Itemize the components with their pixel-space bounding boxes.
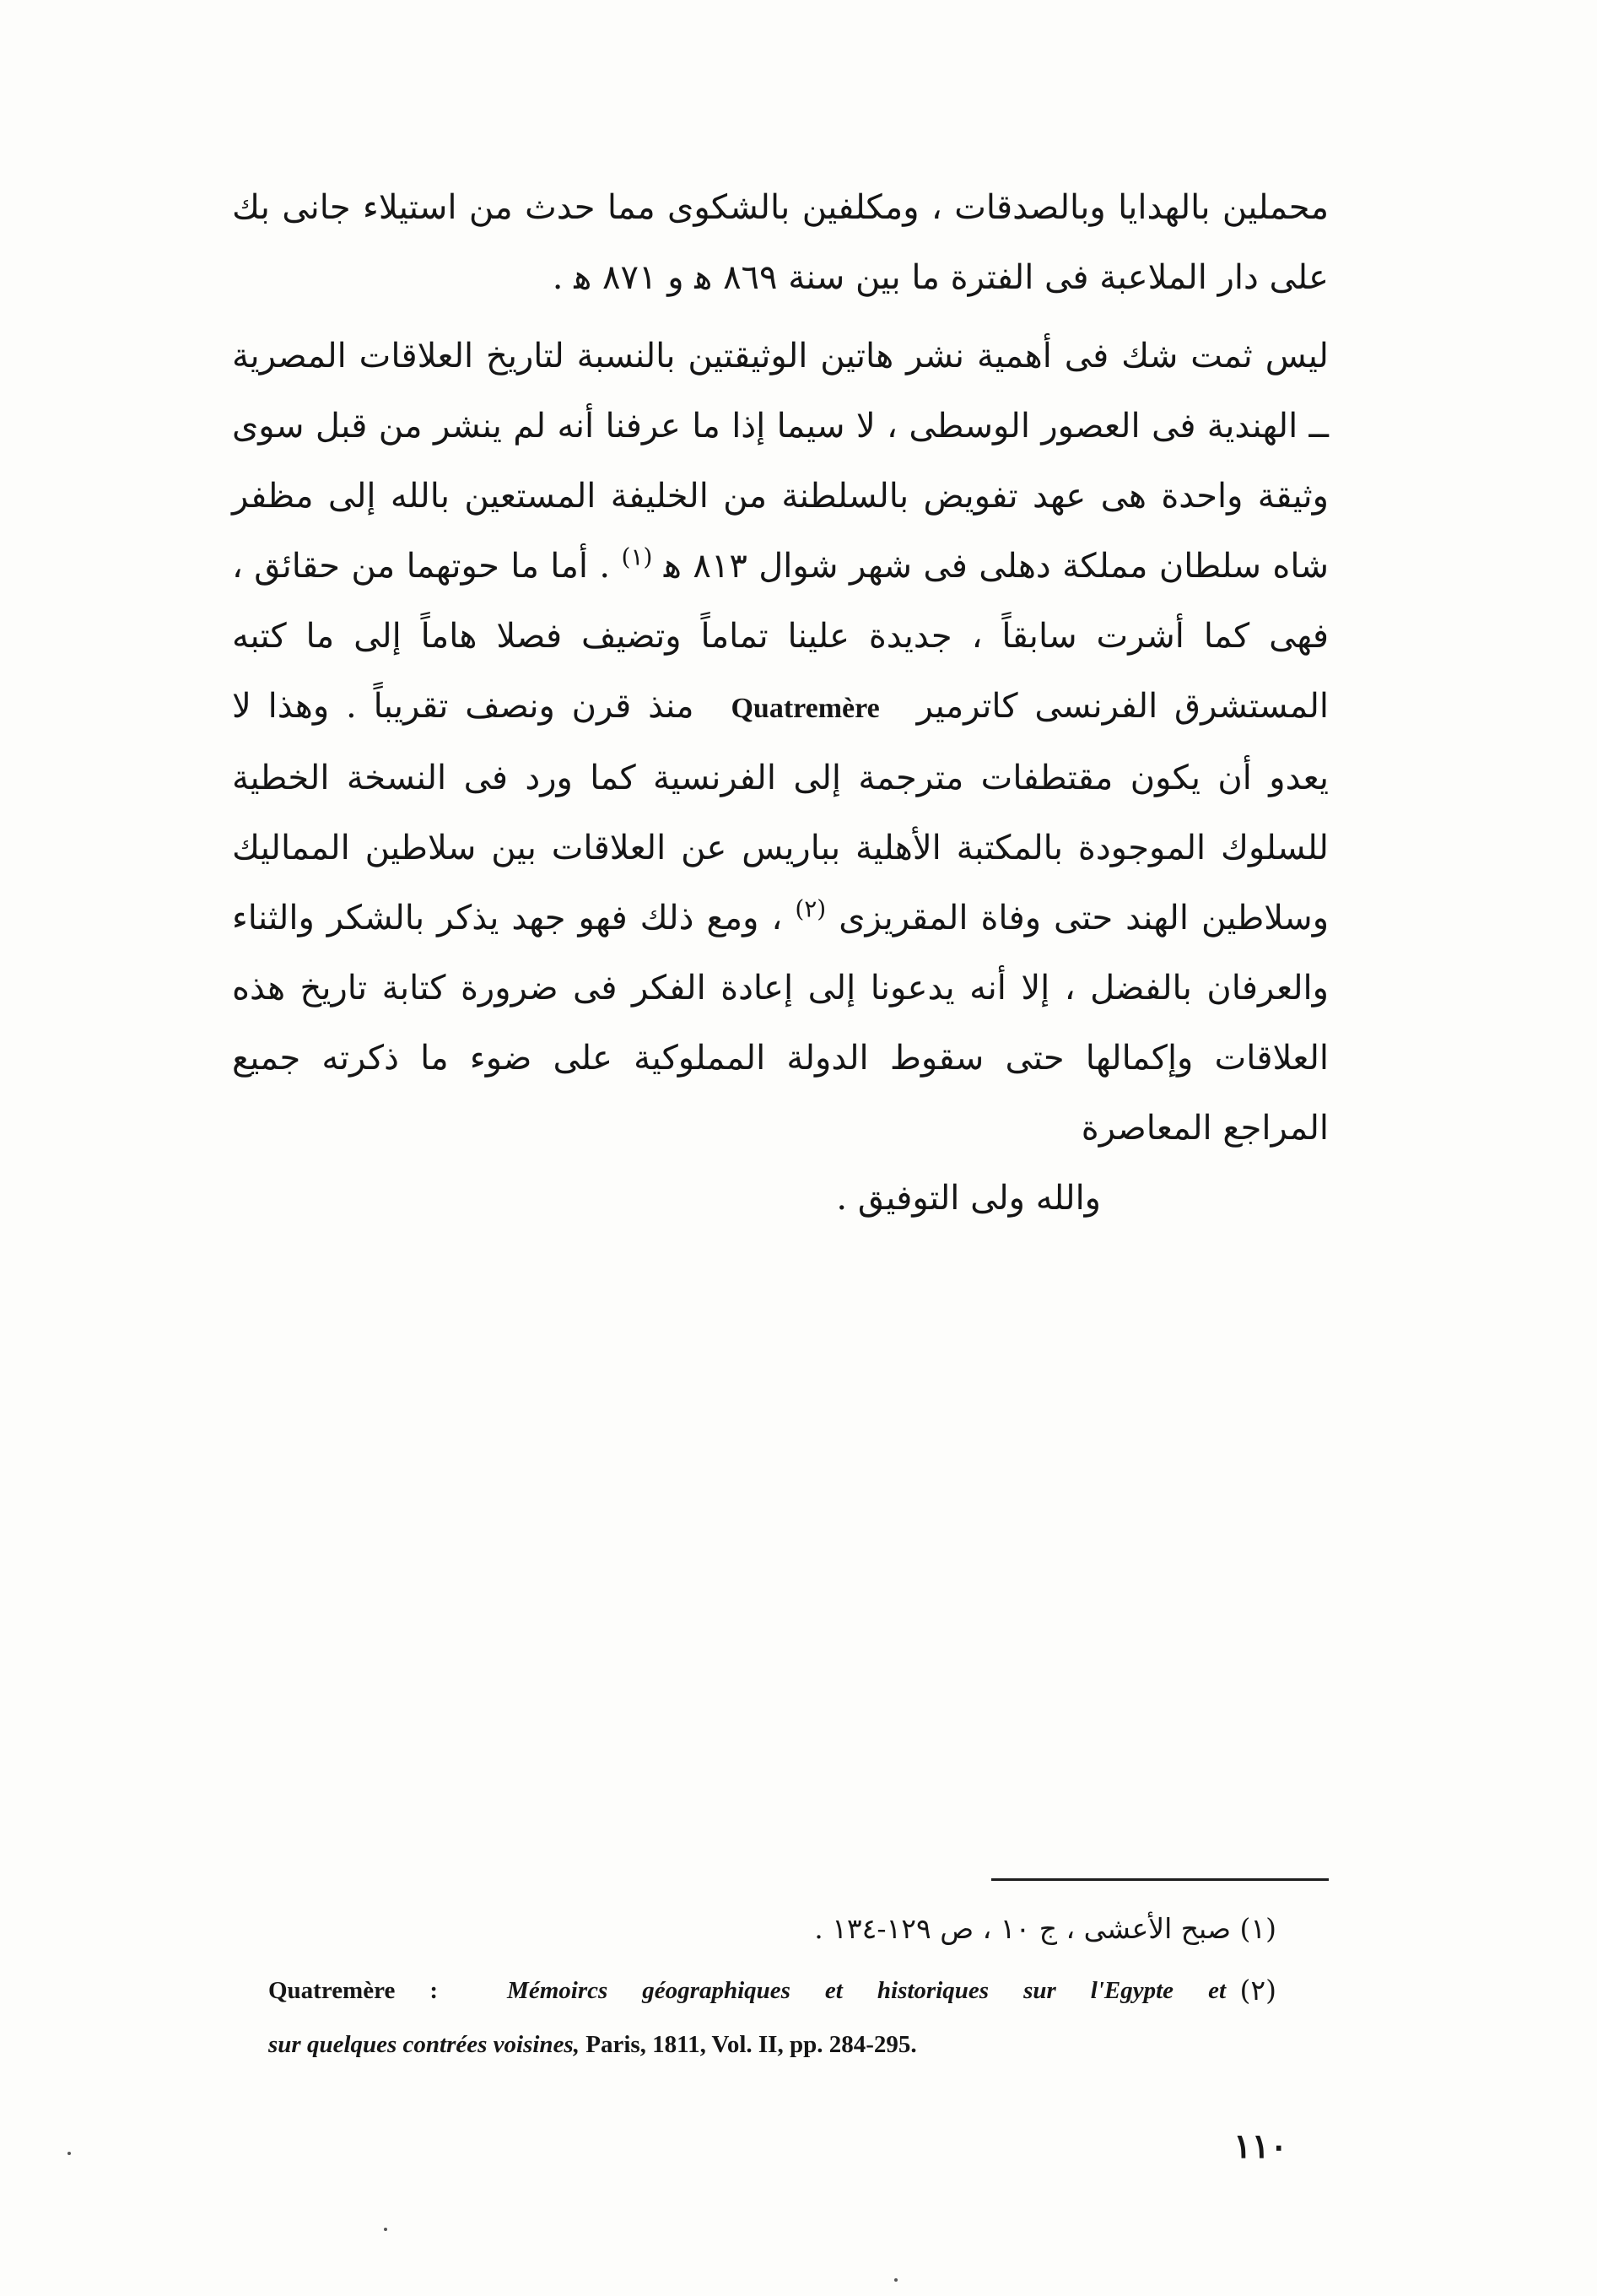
- scan-speck: [384, 2228, 387, 2231]
- latin-name-quatremere: Quatremère: [731, 693, 880, 724]
- footnote-1: (١) صبح الأعشى ، ج ١٠ ، ص ١٢٩-١٣٤ .: [814, 1912, 1276, 1945]
- footnote-2-title-b: sur quelques contrées voisines,: [268, 2031, 580, 2058]
- paragraph-2: [232, 321, 1329, 1164]
- page-number: ١١٠: [1233, 2126, 1288, 2166]
- paragraph-2-text-a: ليس ثمت شك فى أهمية نشر هاتين الوثيقتين بالنسبة لتاريخ العلاقات المصرية ــ الهندية فى العصور الوسطى ، لا سيما إذا ما عرفنا أنه لم ينشر من قبل سوى وثيقة واحدة هى عهد تفويض بالسلطنة من الخليفة المستعين بالله إلى مظفر شاه سلطان مملكة دهلى فى شهر شوال ٨١٣ ﻫ: [232, 337, 1330, 586]
- footnote-separator: [991, 1878, 1329, 1881]
- scan-speck: [67, 2152, 71, 2155]
- footnote-ref-1: (١): [621, 543, 653, 571]
- footnote-2-line-1: [268, 1964, 1276, 2018]
- footnote-2-line-2: [268, 2018, 1276, 2072]
- footnote-2: [268, 1964, 1276, 2072]
- footnote-2-number: (٢): [1239, 1974, 1276, 2007]
- footnote-2-publication: Paris, 1811, Vol. II, pp. 284-295.: [585, 2031, 917, 2058]
- paragraph-1-text: محملين بالهدايا وبالصدقات ، ومكلفين بالشكوى مما حدث من استيلاء جانى بك على دار الملاعبة فى الفترة ما بين سنة ٨٦٩ ﻫ و ٨٧١ ﻫ .: [232, 188, 1329, 297]
- footnote-ref-2: (٢): [795, 894, 827, 923]
- paragraph-2-text-c: منذ قرن ونصف تقريباً . وهذا لا يعدو أن يكون مقتطفات مترجمة إلى الفرنسية كما ورد فى النسخة الخطية للسلوك الموجودة بالمكتبة الأهلية بباريس عن العلاقات بين سلاطين المماليك وسلاطين الهند حتى وفاة المقريزى: [232, 687, 1330, 937]
- paragraph-2-text-d: ، ومع ذلك فهو جهد يذكر بالشكر والثناء والعرفان بالفضل ، إلا أنه يدعونا إلى إعادة الفكر فى ضرورة كتابة تاريخ هذه العلاقات وإكمالها حتى سقوط الدولة المملوكية على ضوء ما ذكرته جميع المراجع المعاصرة: [232, 899, 1329, 1148]
- main-text: [232, 173, 1329, 1234]
- paragraph-2-text-b: . أما ما حوتهما من حقائق ، فهى كما أشرت سابقاً ، جديدة علينا تماماً وتضيف فصلا هاماً إلى ما كتبه المستشرق الفرنسى كاترمير: [232, 547, 1330, 726]
- closing-line: والله ولى التوفيق .: [836, 1179, 1101, 1218]
- footnote-2-title-a: Mémoircs géographiques et historiques sur l'Egypte et: [507, 1977, 1226, 2004]
- scan-speck: [894, 2278, 898, 2282]
- paragraph-1: [232, 173, 1329, 313]
- footnote-2-author: Quatremère :: [268, 1977, 438, 2004]
- footnotes: [268, 1903, 1276, 2072]
